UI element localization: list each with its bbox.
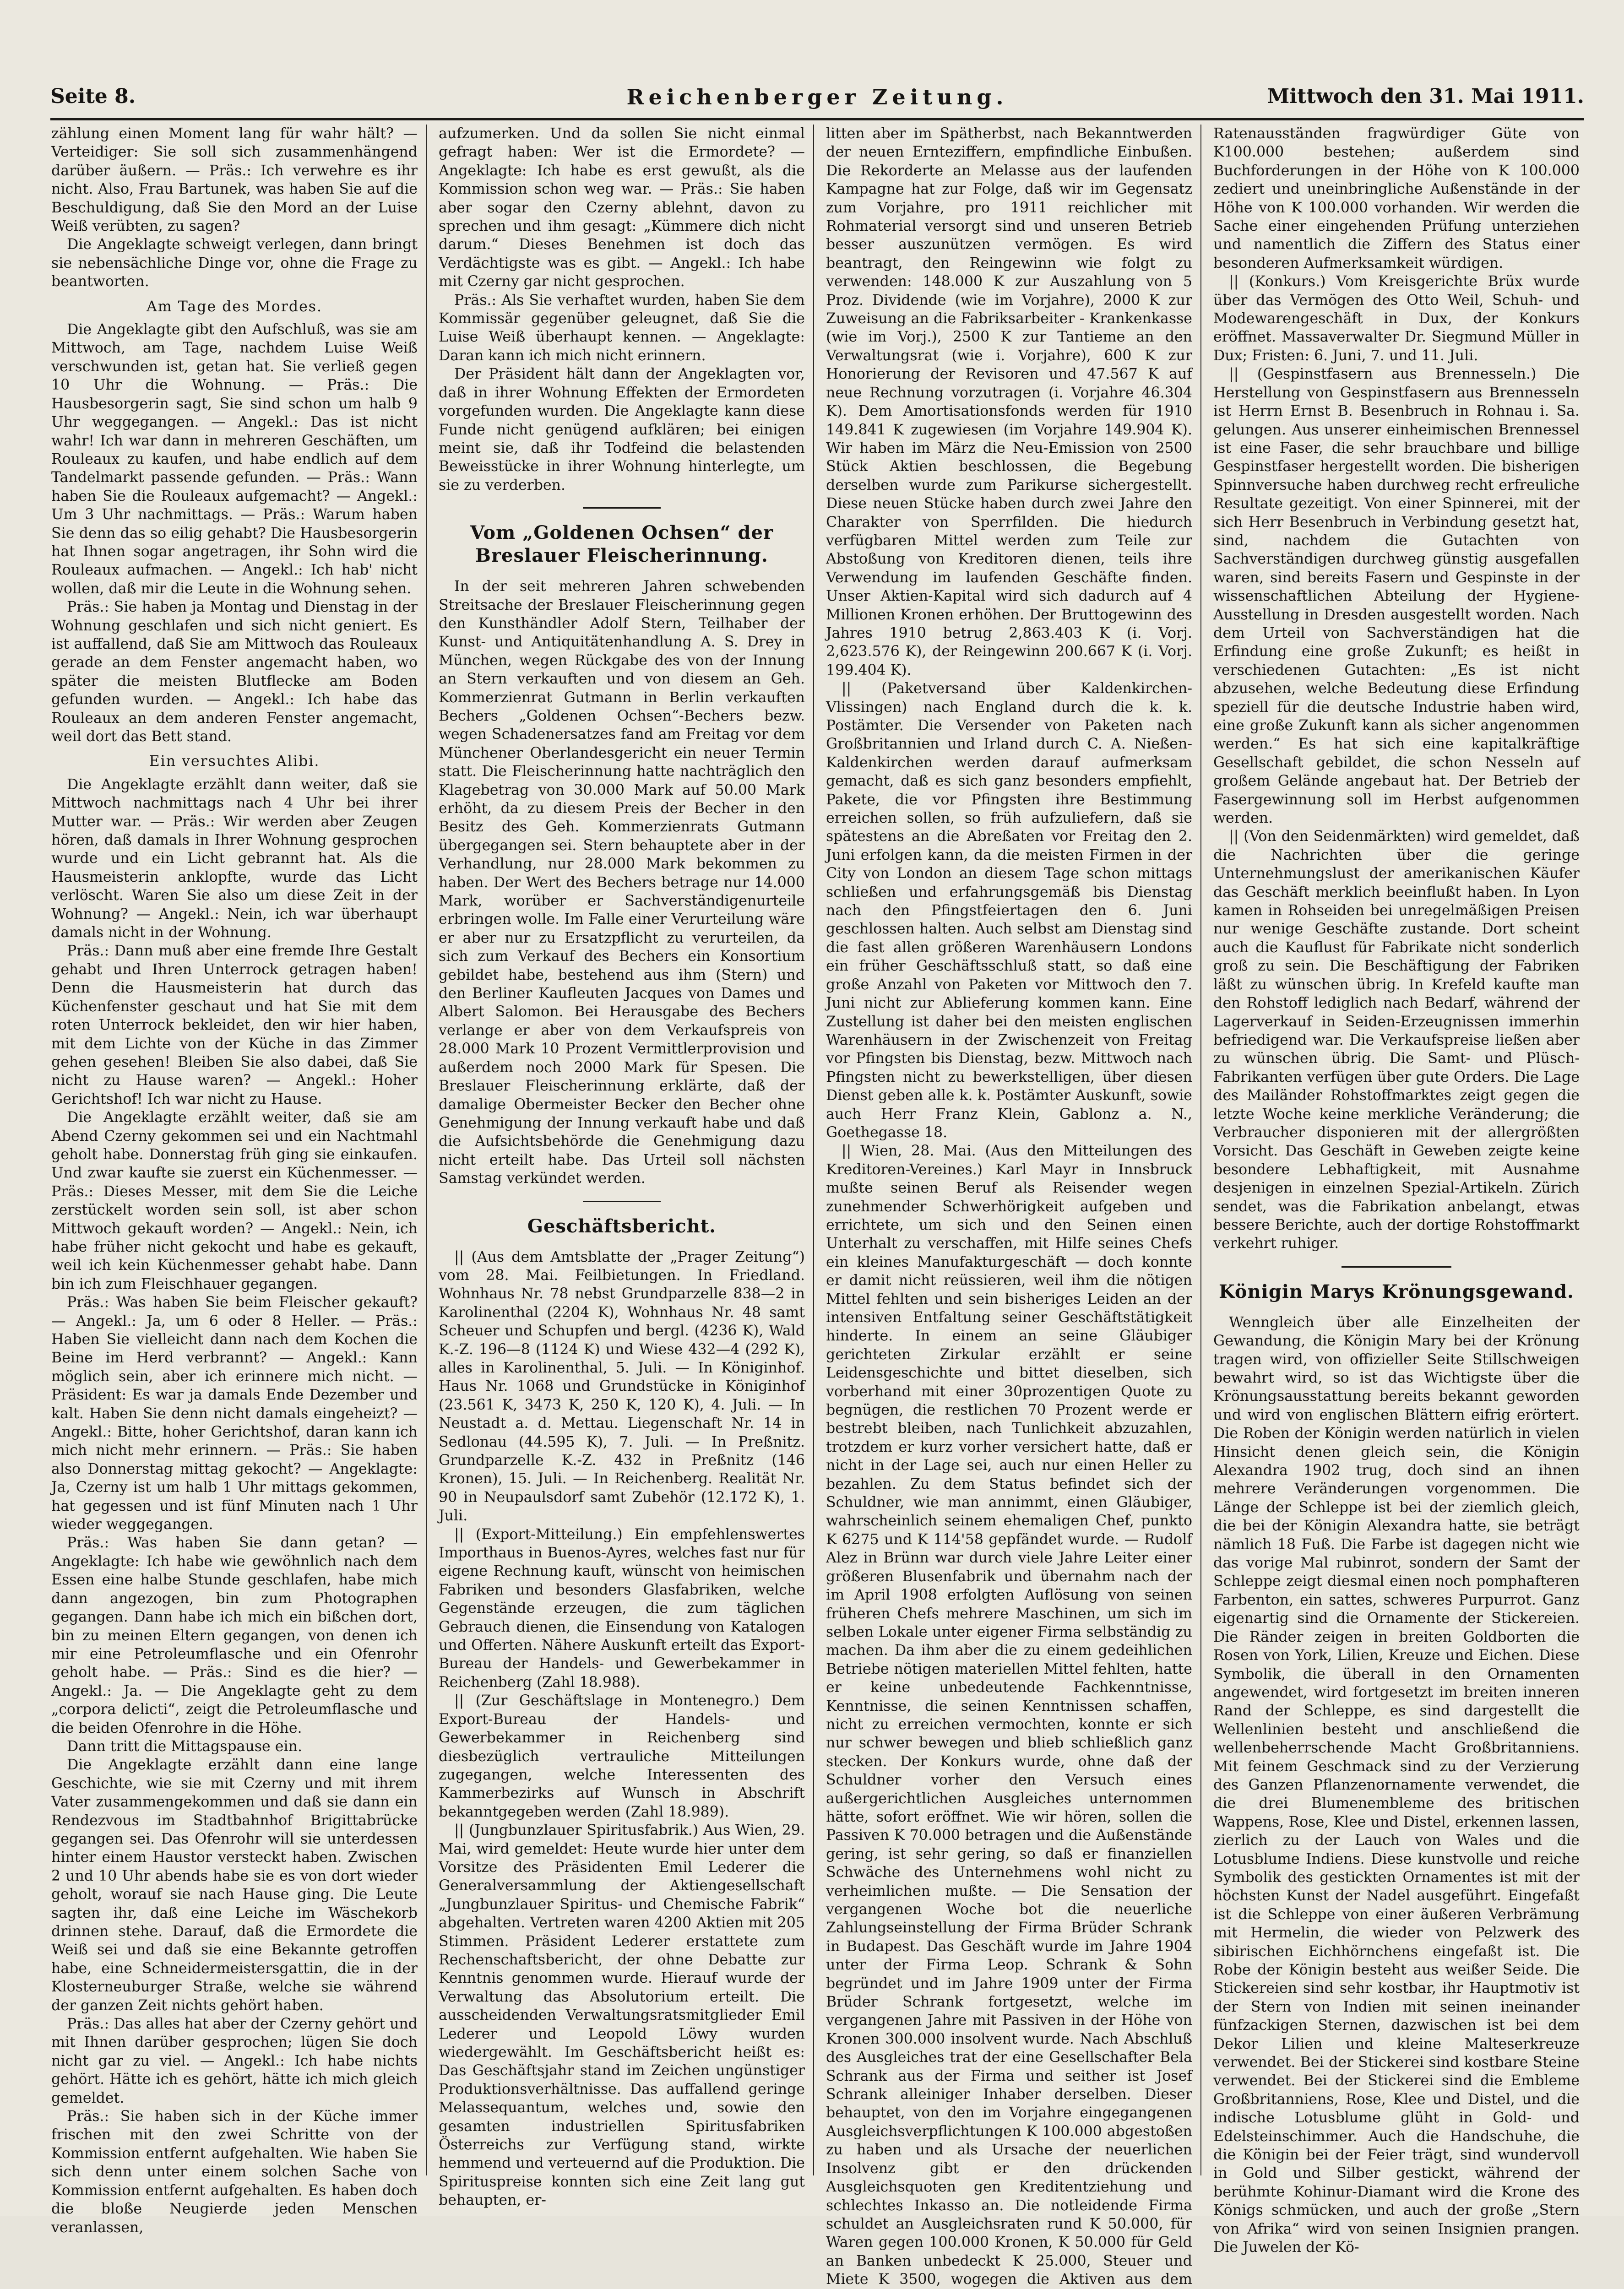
paragraph: Präs.: Dann muß aber eine fremde Ihre Gestalt gehabt und Ihren Unterrock getragen haben! Denn die Hausmeisterin hat durch das Küchenfenster geschaut und hat Sie mit dem roten Unterrock bekleidet, den wir hier haben, mit dem Lichte von der Küche in das Zimmer gehen gesehen! Bleiben Sie also dabei, daß Sie nicht zu Hause waren? — Angekl.: Hoher Gerichtshof! Ich war nicht zu Hause. — [51, 943, 418, 1107]
column-divider — [1200, 125, 1201, 2175]
paragraph: Präs.: Das alles hat aber der Czerny gehört und mit Ihnen darüber gesprochen; lügen Sie doch nicht gar zu viel. — Angekl.: Ich habe nichts gehört. Hätte ich es gehört, hätte ich mich gleich gemeldet. — [51, 2016, 418, 2106]
section-separator — [583, 1201, 661, 1202]
paragraph: Ratenausständen fragwürdiger Güte von K100.000 bestehen; außerdem sind Buchforderungen in der Höhe von K 100.000 zediert und uneinbringliche Außenstände in der Höhe von K 100.000 vorhanden. Wir werden die Sache einer eingehenden Prüfung unterziehen und namentlich die Ziffern des Status einer besonderen Aufmerksamkeit würdigen. — [1213, 125, 1580, 271]
column-1 — [51, 125, 418, 2236]
paragraph: Präs.: Was haben Sie dann getan? — Angeklagte: Ich habe wie gewöhnlich nach dem Essen eine halbe Stunde geschlafen, habe mich dann angezogen, bin zum Photographen gegangen. Dann habe ich mich ein bißchen dort, bin zu meinen Eltern gegangen, von denen ich mir eine Petroleumflasche und ein Ofenrohr geholt habe. — Präs.: Sind es die hier? — Angekl.: Ja. — Die Angeklagte geht zu dem „corpora delicti“, zeigt die Petroleumflasche und die beiden Ofenrohre in die Höhe. — [51, 1535, 418, 1736]
column-4 — [1213, 125, 1580, 2256]
paragraph: || (Gespinstfasern aus Brennesseln.) Die Herstellung von Gespinstfasern aus Brennesseln ist Herrn Ernst B. Besenbruch in Rohnau i. Sa. gelungen. Aus unserer einheimischen Brennessel ist eine Faser, die sehr brauchbare und billige Gespinstfaser hergestellt worden. Die bisherigen Spinnversuche haben durchweg recht erfreuliche Resultate gezeitigt. Von einer Spinnerei, mit der sich Herr Besenbruch in Verbindung gesetzt hat, sind, nachdem die Gutachten von Sachverständigen durchweg günstig ausgefallen waren, sind bereits Fasern und Gespinste in der wissenschaftlichen Abteilung der Hygiene-Ausstellung in Dresden ausgestellt worden. Nach dem Urteil von Sachverständigen hat die Erfindung eine große Zukunft; es heißt in verschiedenen Gutachten: „Es ist nicht abzusehen, welche Bedeutung diese Erfindung speziell für die deutsche Industrie haben wird, eine große Zukunft kann als sicher angenommen werden.“ Es hat sich eine kapitalkräftige Gesellschaft gebildet, die schon Nesseln auf großem Gelände angebaut hat. Der Betrieb der Fasergewinnung soll im Herbst aufgenommen werden. — [1213, 366, 1580, 827]
paragraph: || (Zur Geschäftslage in Montenegro.) Dem Export-Bureau der Handels- und Gewerbekammer in Reichenberg sind diesbezüglich vertrauliche Mitteilungen zugegangen, welche Interessenten des Kammerbezirks auf Wunsch in Abschrift bekanntgegeben werden (Zahl 18.989). — [439, 1692, 805, 1820]
paragraph: Präs.: Sie haben sich in der Küche immer frischen mit den zwei Schritte von der Kommission entfernt aufgehalten. Wie haben Sie sich denn unter einem solchen Sache von Kommission entfernt aufgehalten. Es haben doch die bloße Neugierde jeden Menschen veranlassen, — [51, 2108, 418, 2236]
paragraph: Die Angeklagte gibt den Aufschluß, was sie am Mittwoch, am Tage, nachdem Luise Weiß verschwunden ist, getan hat. Sie verließ gegen 10 Uhr die Wohnung. — Präs.: Die Hausbesorgerin sagt, Sie sind schon um halb 9 Uhr weggegangen. — Angekl.: Das ist nicht wahr! Ich war dann in mehreren Geschäften, um Rouleaux zu kaufen, und habe endlich auf dem Tandelmarkt passende gefunden. — Präs.: Wann haben Sie die Rouleaux aufgemacht? — Angekl.: Um 3 Uhr nachmittags. — Präs.: Warum haben Sie denn das so eilig gehabt? Die Hausbesorgerin hat Ihnen sogar angetragen, ihr Sohn wird die Rouleaux aufmachen. — Angekl.: Ich hab' nicht wollen, daß mir die Leute in die Wohnung sehen. — [51, 321, 418, 597]
paragraph: In der seit mehreren Jahren schwebenden Streitsache der Breslauer Fleischerinnung gegen den Kunsthändler Adolf Stern, Teilhaber der Kunst- und Antiquitätenhandlung A. S. Drey in München, wegen Rückgabe des von der Innung an Stern verkauften und von diesem an Geh. Kommerzienrat Gutmann in Berlin verkauften Bechers „Goldenen Ochsen“-Bechers bezw. wegen Schadenersatzes fand am Freitag vor dem Münchener Oberlandesgericht ein neuer Termin statt. Die Fleischerinnung hatte nachträglich den Klagebetrag von 30.000 Mark auf 50.00 Mark erhöht, da zu diesem Preis der Becher in den Besitz des Geh. Kommerzienrats Gutmann übergegangen sei. Stern behauptete aber in der Verhandlung, nur 28.000 Mark bekommen zu haben. Der Wert des Bechers betrage nur 14.000 Mark, worüber er Sachverständigenurteile erbringen wolle. Im Falle einer Verurteilung wäre er aber nur zu Ersatzpflicht zu verurteilen, da sich zum Verkauf des Bechers ein Konsortium gebildet habe, bestehend aus ihm (Stern) und den Berliner Kaufleuten Jacques von Dames und Albert Salomon. Bei Herausgabe des Bechers verlange er aber von dem Verkaufspreis von 28.000 Mark 10 Prozent Vermittlerprovision und außerdem noch 2000 Mark für Spesen. Die Breslauer Fleischerinnung erklärte, daß der damalige Obermeister Becker den Becher ohne Genehmigung der Innung verkauft habe und daß die Aufsichtsbehörde die Genehmigung dazu nicht erteilt habe. Das Urteil soll nächsten Samstag verkündet werden. — [439, 578, 805, 1187]
paragraph: Die Angeklagte schweigt verlegen, dann bringt sie nebensächliche Dinge vor, ohne die Frage zu beantworten. — [51, 236, 418, 290]
section-separator — [1342, 1266, 1451, 1268]
subheading: Am Tage des Mordes. — [146, 298, 323, 315]
paragraph: Dann tritt die Mittagspause ein. — [67, 1738, 302, 1755]
paragraph: || (Jungbunzlauer Spiritusfabrik.) Aus Wien, 29. Mai, wird gemeldet: Heute wurde hier unter dem Vorsitze des Präsidenten Emil Lederer die Generalversammlung der Aktiengesellschaft „Jungbunzlauer Spiritus- und Chemische Fabrik“ abgehalten. Vertreten waren 4200 Aktien mit 205 Stimmen. Präsident Lederer erstattete zum Rechenschaftsbericht, der ohne Debatte zur Kenntnis genommen wurde. Hierauf wurde der Verwaltung das Absolutorium erteilt. Die ausscheidenden Verwaltungsratsmitglieder Emil Lederer und Leopold Löwy wurden wiedergewählt. Im Geschäftsbericht heißt es: Das Geschäftsjahr stand im Zeichen ungünstiger Produktionsverhältnisse. Das auffallend geringe Melassequantum, welches und, sowie den gesamten industriellen Spiritusfabriken Österreichs zur Verfügung stand, wirkte hemmend und verteuernd auf die Produktion. Die Spirituspreise konnten sich eine Zeit lang gut behaupten, er- — [439, 1822, 805, 2209]
paragraph: || (Export-Mitteilung.) Ein empfehlenswertes Importhaus in Buenos-Ayres, welches fast nur für eigene Rechnung kauft, wünscht von heimischen Fabriken und besonders Glasfabriken, welche Gegenstände erzeugen, die zum täglichen Gebrauch dienen, die Einsendung von Katalogen und Offerten. Nähere Auskunft erteilt das Export-Bureau der Handels- und Gewerbekammer in Reichenberg (Zahl 18.988). — [439, 1526, 805, 1691]
column-divider — [813, 125, 814, 2175]
paragraph: aufzumerken. Und da sollen Sie nicht einmal gefragt haben: Wer ist die Ermordete? — Angeklagte: Ich habe es erst gewußt, als die Kommission schon weg war. — Präs.: Sie haben aber sogar den Czerny ablehnt, davon zu sprechen und ihm gesagt: „Kümmere dich nicht darum.“ Dieses Benehmen ist doch das Verdächtigste was es gibt. — Angekl.: Ich habe mit Czerny gar nicht gesprochen. — [439, 125, 805, 290]
paragraph: zählung einen Moment lang für wahr hält? — Verteidiger: Sie soll sich zusammenhängend darüber äußern. — Präs.: Ich verwehre es ihr nicht. Also, Frau Bartunek, was haben Sie auf die Beschuldigung, daß Sie den Mord an der Luise Weiß verübten, zu sagen? — [51, 125, 418, 235]
paragraph: || (Paketversand über Kaldenkirchen-Vlissingen) nach England durch die k. k. Postämter. Die Versender von Paketen nach Großbritannien und Irland durch C. A. Nießen-Kaldenkirchen werden darauf aufmerksam gemacht, daß es sich ganz besonders empfiehlt, Pakete, die vor Pfingsten ihre Bestimmung erreichen sollen, so früh aufzuliefern, daß sie spätestens an die Abreßaten vor Freitag den 2. Juni erfolgen kann, da die meisten Firmen in der City von London an diesem Tage schon mittags schließen und erfahrungsgemäß bis Dienstag nach den Pfingstfeiertagen den 6. Juni geschlossen halten. Auch selbst am Dienstag sind die fast allen größeren Warenhäusern Londons ein früher Geschäftsschluß statt, so daß eine große Anzahl von Paketen vor Mittwoch den 7. Juni nicht zur Ablieferung kommen kann. Eine Zustellung ist daher bei den meisten englischen Warenhäusern in der Zwischenzeit von Freitag vor Pfingsten bis Dienstag, bezw. Mittwoch nach Pfingsten nicht zu bewerkstelligen, über diesen Dienst geben alle k. k. Postämter Auskunft, sowie auch Herr Franz Klein, Gablonz a. N., Goethegasse 18. — [826, 680, 1192, 1141]
paragraph: || (Aus dem Amtsblatte der „Prager Zeitung“) vom 28. Mai. Feilbietungen. In Friedland. Wohnhaus Nr. 78 nebst Grundparzelle 838—2 in Karolinenthal (2204 K), Wohnhaus Nr. 48 samt Scheuer und Schupfen und bergl. (4236 K), Wald K.-Z. 196—8 (1124 K) und Wiese 432—4 (292 K), alles in Karolinenthal, 5. Juli. — In Königinhof. Haus Nr. 1068 und Grundstücke in Königinhof (23.561 K, 3473 K, 250 K, 120 K), 4. Juli. — In Neustadt a. d. Mettau. Liegenschaft Nr. 14 in Sedlonau (44.595 K), 7. Juli. — In Preßnitz. Grundparzelle K.-Z. 432 in Preßnitz (146 Kronen), 15. Juli. — In Reichenberg. Realität Nr. 90 in Neupaulsdorf samt Zubehör (12.172 K), 1. Juli. — [439, 1248, 805, 1524]
column-2 — [439, 125, 805, 2209]
section-heading: Geschäftsbericht. — [527, 1215, 717, 1237]
column-3 — [826, 125, 1192, 2288]
paragraph: Der Präsident hält dann der Angeklagten vor, daß in ihrer Wohnung Effekten der Ermordeten vorgefunden wurden. Die Angeklagte kann diese Funde nicht genügend aufklären; bei einigen meint sie, daß ihr Todfeind die belastenden Beweisstücke in ihrer Wohnung hinterlegte, um sie zu verderben. — [439, 366, 805, 494]
subheading: Ein versuchtes Alibi. — [149, 753, 320, 770]
paragraph: Präs.: Sie haben ja Montag und Dienstag in der Wohnung geschlafen und sich nicht geniert. Es ist auffallend, daß Sie am Mittwoch das Rouleaux gerade an dem Fenster angemacht haben, wo später die meisten Blutflecke am Boden gefunden wurden. — Angekl.: Ich habe das Rouleaux an dem anderen Fenster angemacht, weil dort das Bett stand. — [51, 599, 418, 745]
column-divider — [426, 125, 427, 2175]
article-heading: Vom „Goldenen Ochsen“ der Breslauer Fleischerinnung. — [470, 522, 774, 567]
paragraph: Präs.: Als Sie verhaftet wurden, haben Sie dem Kommissär gegenüber geleugnet, daß Sie die Luise Weiß überhaupt kennen. — Angeklagte: Daran kann ich mich nicht erinnern. — [439, 292, 805, 364]
issue-date: Mittwoch den 31. Mai 1911. — [1267, 85, 1584, 108]
paragraph: || (Von den Seidenmärkten) wird gemeldet, daß die Nachrichten über die geringe Unternehmungslust der amerikanischen Käufer das Geschäft merklich beeinflußt haben. In Lyon kamen in Rohseiden bei unregelmäßigen Preisen nur wenige Geschäfte zustande. Dort scheint auch die Kauflust für Fabrikate nicht sonderlich groß zu sein. Die Beschäftigung der Fabriken läßt zu wünschen übrig. In Krefeld kaufte man den Rohstoff lediglich nach Bedarf, während der Lagerverkauf in Seiden-Erzeugnissen immerhin befriedigend war. Die Verkaufspreise ließen aber zu wünschen übrig. Die Samt- und Plüsch-Fabrikanten verfügen über gute Orders. Die Lage des Mailänder Rohstoffmarktes zeigt gegen die letzte Woche keine merkliche Veränderung; die Verbraucher disponieren mit der allergrößten Vorsicht. Das Geschäft in Geweben zeigte keine besondere Lebhaftigkeit, mit Ausnahme desjenigen in einzelnen Spezial-Artikeln. Zürich sendet, was die Fabrikation anbelangt, etwas bessere Berichte, auch der dortige Rohstoffmarkt verkehrt ruhiger. — [1213, 828, 1580, 1252]
newspaper-title: Reichenberger Zeitung. — [626, 85, 1008, 109]
page-number: Seite 8. — [50, 85, 136, 108]
paragraph: Wenngleich über alle Einzelheiten der Gewandung, die Königin Mary bei der Krönung tragen wird, von offizieller Seite Stillschweigen bewahrt wird, so ist das Wichtigste über die Krönungsausstattung bereits bekannt geworden und wird von englischen Blättern eifrig erörtert. Die Roben der Königin werden natürlich in vielen Hinsicht denen gleich sein, die Königin Alexandra 1902 trug, doch sind an ihnen mehrere Veränderungen vorgenommen. Die Länge der Schleppe ist bei der ziemlich gleich, die bei der Königin Alexandra hatte, sie beträgt nämlich 18 Fuß. Die Farbe ist dagegen nicht wie das vorige Mal rubinrot, sondern der Samt der Schleppe zeigt diesmal einen noch pomphafteren Farbenton, ein sattes, schweres Purpurrot. Ganz eigenartig sind die Ornamente der Stickereien. Die Ränder zeigen in breiten Goldborten die Rosen von York, Lilien, Kreuze und Eichen. Diese Symbolik, die überall in den Ornamenten angewendet, wird fortgesetzt im breiten inneren Rand der Schleppe, es sind dargestellt die Wellenlinien besteht und anschließend die wellenbeherrschende Macht Großbritanniens. Mit feinem Geschmack sind zu der Verzierung des Ganzen Pflanzenornamente verwendet, die die drei Blumenembleme des britischen Wappens, Rose, Klee und Distel, erkennen lassen, zierlich zu der Lauch von Wales und die Lotusblume Indiens. Diese kunstvolle und reiche Symbolik des gestickten Ornamentes ist mit der höchsten Kunst der Nadel ausgeführt. Eingefaßt ist die Schleppe von einer äußeren Verbrämung mit Hermelin, die wieder von Pelzwerk des sibirischen Eichhörnchens eingefaßt ist. Die Robe der Königin besteht aus weißer Seide. Die Stickereien sind sehr kostbar, ihr Hauptmotiv ist der Stern von Indien mit seinen ineinander fünfzackigen Sternen, dazwischen ist bei dem Dekor Lilien und kleine Malteserkreuze verwendet. Bei der Stickerei sind kostbare Steine verwendet. Bei der Stickerei sind die Embleme Großbritanniens, Rose, Klee und Distel, und die indische Lotusblume glüht in Gold- und Edelsteinschimmer. Auch die Handschuhe, die die Königin bei der Feier trägt, sind wundervoll in Gold und Silber gestickt, während der berühmte Kohinur-Diamant wird die Krone des Königs schmücken, und auch der große „Stern von Afrika“ wird von seinen Insignien prangen. Die Juwelen der Kö- — [1213, 1314, 1580, 2256]
paragraph: litten aber im Spätherbst, nach Bekanntwerden der neuen Ernteziffern, empfindliche Einbußen. Die Rekorderte an Melasse aus der laufenden Kampagne hat zur Folge, daß wir im Gegensatz zum Vorjahre, pro 1911 reichlicher mit Rohmaterial versorgt sind und unseren Betrieb besser auszunützen vermögen. Es wird beantragt, den Reingewinn wie folgt zu verwenden: 148.000 K zur Auszahlung von 5 Proz. Dividende (wie im Vorjahre), 2000 K zur Zuweisung an die Fabriksarbeiter - Krankenkasse (wie im Vorj.), 2500 K zur Tantieme an den Verwaltungsrat (wie i. Vorjahre), 600 K zur Honorierung der Revisoren und 47.567 K auf neue Rechnung vorzutragen (i. Vorjahre 46.304 K). Dem Amortisationsfonds werden für 1910 149.841 K zugewiesen (im Vorjahre 149.904 K). Wir haben im März die Neu-Emission von 2500 Stück Aktien beschlossen, die Begebung derselben wurde zum Parikurse sichergestellt. Diese neuen Stücke haben durch zwei Jahre den Charakter von Sperrfilden. Die hiedurch verfügbaren Mittel werden zum Teile zur Abstoßung von Kreditoren dienen, teils ihre Verwendung im laufenden Geschäfte finden. Unser Aktien-Kapital wird sich dadurch auf 4 Millionen Kronen erhöhen. Der Bruttogewinn des Jahres 1910 betrug 2,863.403 K (i. Vorj. 2,623.576 K), der Reingewinn 200.667 K (i. Vorj. 199.404 K). — [826, 125, 1192, 678]
section-separator — [583, 507, 661, 509]
header-rule — [50, 118, 1584, 120]
paragraph: Die Angeklagte erzählt weiter, daß sie am Abend Czerny gekommen sei und ein Nachtmahl geholt habe. Donnerstag früh ging sie einkaufen. Und zwar kaufte sie zuerst ein Küchenmesser. — Präs.: Dieses Messer, mit dem Sie die Leiche zerstückelt worden sein soll, ist aber schon Mittwoch gekauft worden? — Angekl.: Nein, ich habe früher nicht gekocht und habe es gekauft, weil ich kein Küchenmesser gehabt habe. Dann bin ich zum Fleischhauer gegangen. — [51, 1109, 418, 1292]
article-heading: Königin Marys Krönungsgewand. — [1219, 1280, 1574, 1302]
paragraph: || (Konkurs.) Vom Kreisgerichte Brüx wurde über das Vermögen des Otto Weil, Schuh- und Modewarengeschäft in Dux, der Konkurs eröffnet. Massaverwalter Dr. Siegmund Müller in Dux; Fristen: 6. Juni, 7. und 11. Juli. — [1213, 273, 1580, 364]
paragraph: Die Angeklagte erzählt dann eine lange Geschichte, wie sie mit Czerny und mit ihrem Vater zusammengekommen und daß sie dann ein Rendezvous im Stadtbahnhof Brigittabrücke gegangen sei. Das Ofenrohr will sie unterdessen hinter einem Haustor versteckt haben. Zwischen 2 und 10 Uhr abends habe sie es von dort wieder geholt, worauf sie nach Hause ging. Die Leute sagten ihr, daß eine Leiche im Wäschekorb drinnen stehe. Darauf, daß die Ermordete die Weiß sei und daß sie eine Bekannte getroffen habe, eine Schneidermeistersgattin, die in der Klosterneuburger Straße, welche sie während der ganzen Zeit nichts gehört haben. — [51, 1757, 418, 2014]
page-header — [50, 85, 1584, 117]
paragraph: || Wien, 28. Mai. (Aus den Mitteilungen des Kreditoren-Vereines.) Karl Mayr in Innsbruck mußte seinen Beruf als Reisender wegen zunehmender Schwerhörigkeit aufgeben und errichtete, um sich und den Seinen einen Unterhalt zu verschaffen, mit Hilfe seines Chefs ein kleines Manufakturgeschäft — doch konnte er damit nicht reüssieren, weil ihm die nötigen Mittel fehlten und sein bisheriges Leiden an der intensiven Entfaltung seiner Geschäftstätigkeit hinderte. In einem an seine Gläubiger gerichteten Zirkular erzählt er seine Leidensgeschichte und bittet dieselben, sich vorberhand mit einer 30prozentigen Quote zu begnügen, die restlichen 70 Prozent werde er bestrebt bleiben, nach Tunlichkeit abzuzahlen, trotzdem er kurz vorher versichert hatte, daß er nicht in der Lage sei, auch nur einen Heller zu bezahlen. Zu dem Status befindet sich der Schuldner, wie man annimmt, einen Gläubiger, wahrscheinlich seinem ehemaligen Chef, punkto K 6275 und K 114'58 gepfändet wurde. — Rudolf Alez in Brünn war durch viele Jahre Leiter einer größeren Blusenfabrik und übernahm nach der im April 1908 erfolgten Auflösung von seinen früheren Chefs mehrere Maschinen, um sich im selben Lokale unter eigener Firma selbständig zu machen. Da ihm aber die zu einem gedeihlichen Betriebe nötigen materiellen Mittel fehlten, hatte er keine unbedeutende Fachkenntnisse, Kenntnisse, die seinen Kenntnissen schaffen, nicht zu erreichen vermochten, konnte er sich nur schwer bewegen und blieb schließlich ganz stecken. Der Konkurs wurde, ohne daß der Schuldner vorher den Versuch eines außergerichtlichen Ausgleiches unternommen hätte, sofort eröffnet. Wie wir hören, sollen die Passiven K 70.000 betragen und die Außenstände gering, ist sehr gering, so daß er finanziellen Schwäche des Unternehmens wohl nicht zu verheimlichen mußte. — Die Sensation der vergangenen Woche bot die neuerliche Zahlungseinstellung der Firma Brüder Schrank in Budapest. Das Geschäft wurde im Jahre 1904 unter der Firma Leop. Schrank & Sohn begründet und im Jahre 1909 unter der Firma Brüder Schrank fortgesetzt, welche im vergangenen Jahre mit Passiven in der Höhe von Kronen 300.000 insolvent wurde. Nach Abschluß des Ausgleiches trat der eine Gesellschafter Bela Schrank aus der Firma und seither ist Josef Schrank alleiniger Inhaber derselben. Dieser behauptet, von den im Vorjahre eingegangenen Ausgleichsverpflichtungen K 100.000 abgestoßen zu haben und als Ursache der neuerlichen Insolvenz gibt er den drückenden Ausgleichsquoten gen Kreditentziehung und schlechtes Inkasso an. Die notleidende Firma schuldet an Ausgleichsraten rund K 50.000, für Waren gegen 100.000 Kronen, K 50.000 für Geld an Banken unbedeckt K 25.000, Steuer und Miete K 3500, wogegen die Aktiven aus dem — [826, 1143, 1192, 2288]
paragraph: Präs.: Was haben Sie beim Fleischer gekauft? — Angekl.: Ja, um 6 oder 8 Heller. — Präs.: Haben Sie vielleicht dann nach dem Kochen die Beine im Herd verbrannt? — Angekl.: Kann möglich sein, aber ich erinnere mich nicht. — Präsident: Es war ja damals Ende Dezember und kalt. Haben Sie denn nicht damals eingeheizt? — Angekl.: Bitte, hoher Gerichtshof, daran kann ich mich nicht mehr erinnern. — Präs.: Sie haben also Donnerstag mittag gekocht? — Angeklagte: Ja, Czerny ist um halb 1 Uhr mittags gekommen, hat gegessen und ist fünf Minuten nach 1 Uhr wieder weggegangen. — [51, 1294, 418, 1533]
paragraph: Die Angeklagte erzählt dann weiter, daß sie Mittwoch nachmittags nach 4 Uhr bei ihrer Mutter war. — Präs.: Wir werden aber Zeugen hören, daß damals in Ihrer Wohnung gesprochen wurde und ein Licht gebrannt hat. Als die Hausmeisterin anklopfte, wurde das Licht verlöscht. Waren Sie also um diese Zeit in der Wohnung? — Angekl.: Nein, ich war überhaupt damals nicht in der Wohnung. — [51, 776, 418, 941]
